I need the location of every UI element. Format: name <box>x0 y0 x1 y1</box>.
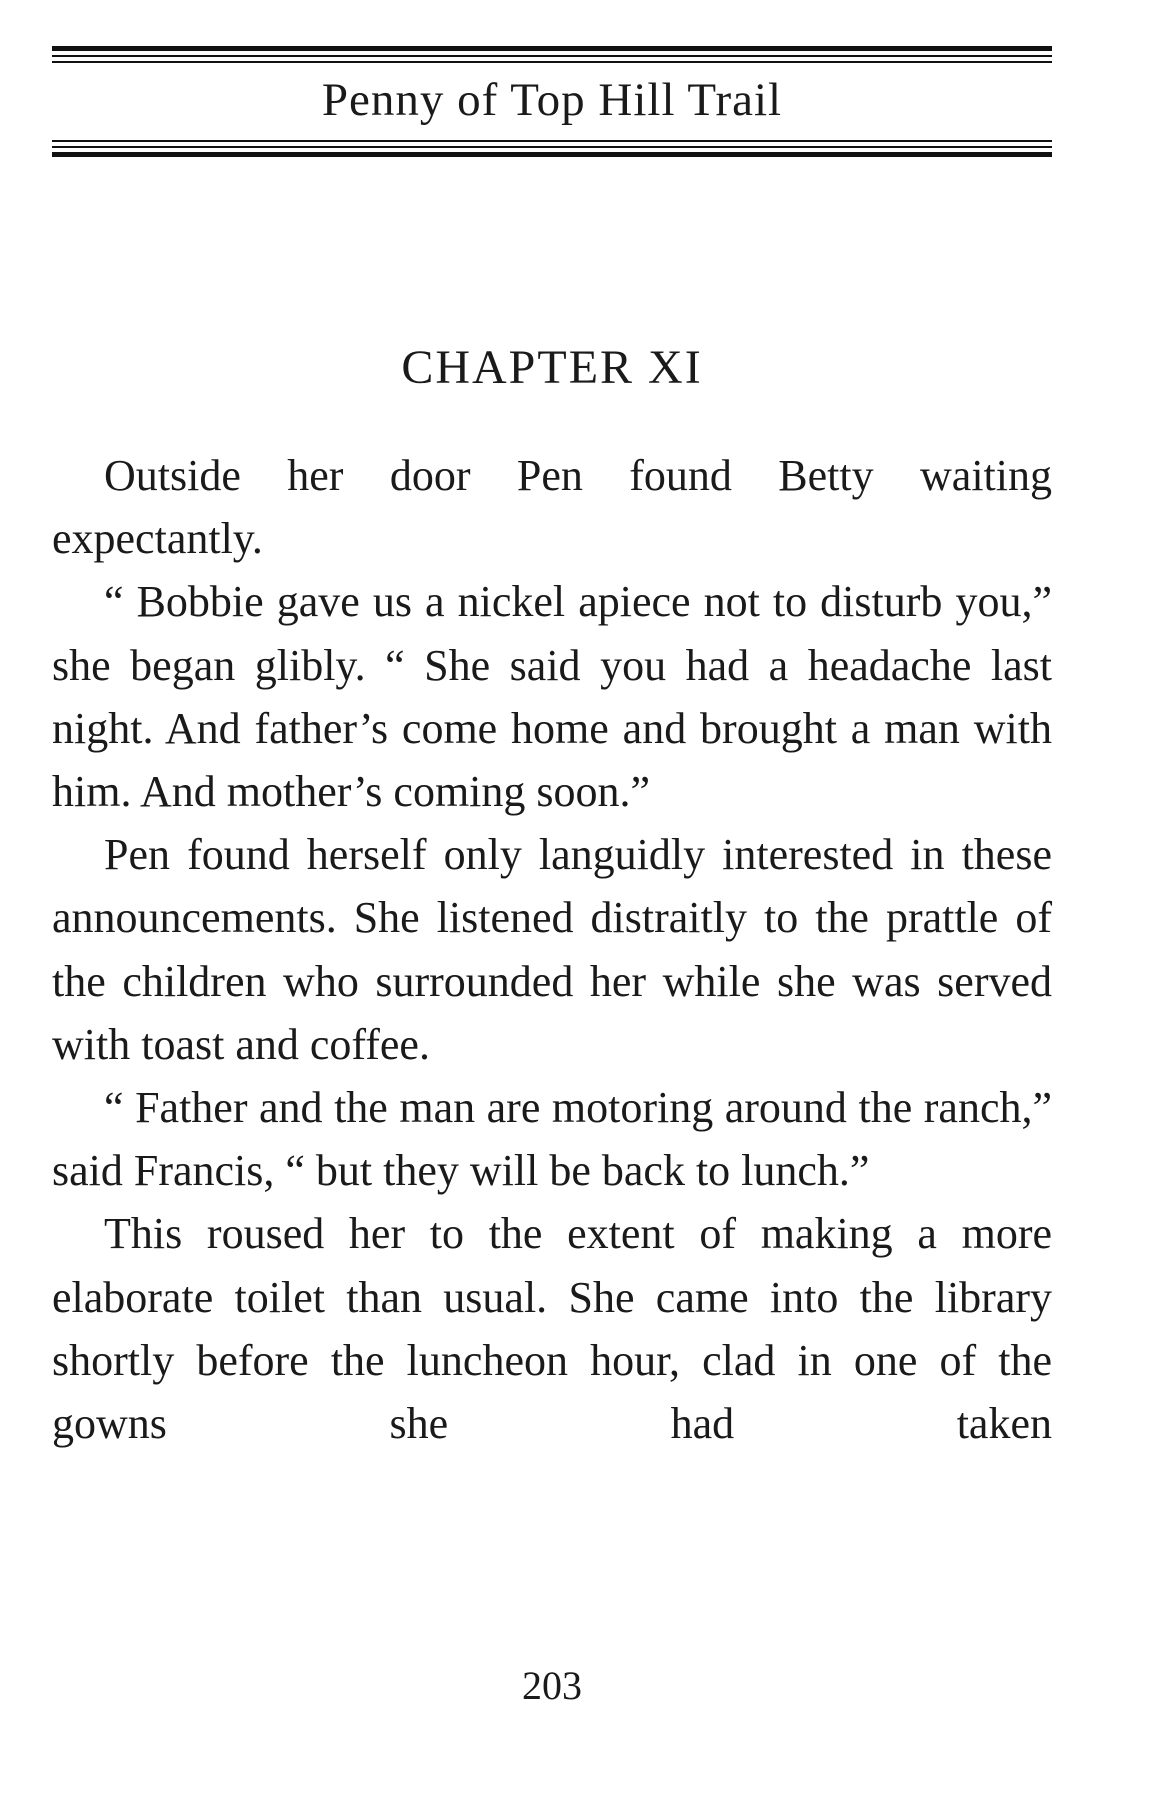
body-text <box>52 444 1052 1455</box>
paragraph: “ Bobbie gave us a nickel apiece not to disturb you,” she began glibly. “ She said you had a headache last night. And father’s come home and brought a man with him. And mother’s coming soon.” <box>52 577 1052 817</box>
rule-thick <box>52 46 1052 51</box>
paragraph: Pen found herself only languidly interested in these announcements. She listened distraitly to the prattle of the children who surrounded her while she was served with toast and coffee. <box>52 830 1052 1069</box>
page-number: 203 <box>522 1663 582 1708</box>
paragraph: Outside her door Pen found Betty waiting expectantly. <box>52 451 1052 564</box>
rule-thin <box>52 140 1052 142</box>
rule-thin <box>52 146 1052 148</box>
paragraph: “ Father and the man are motoring around the ranch,” said Francis, “ but they will be back to lunch.” <box>52 1083 1052 1196</box>
rule-thick <box>52 152 1052 157</box>
rule-thin <box>52 55 1052 57</box>
paragraph: This roused her to the extent of making a more elaborate toilet than usual. She came into the library shortly before the luncheon hour, clad in one of the gowns she had taken <box>52 1209 1052 1449</box>
rule-thin <box>52 61 1052 63</box>
chapter-title: CHAPTER XI <box>401 341 703 394</box>
running-head: Penny of Top Hill Trail <box>321 74 783 126</box>
